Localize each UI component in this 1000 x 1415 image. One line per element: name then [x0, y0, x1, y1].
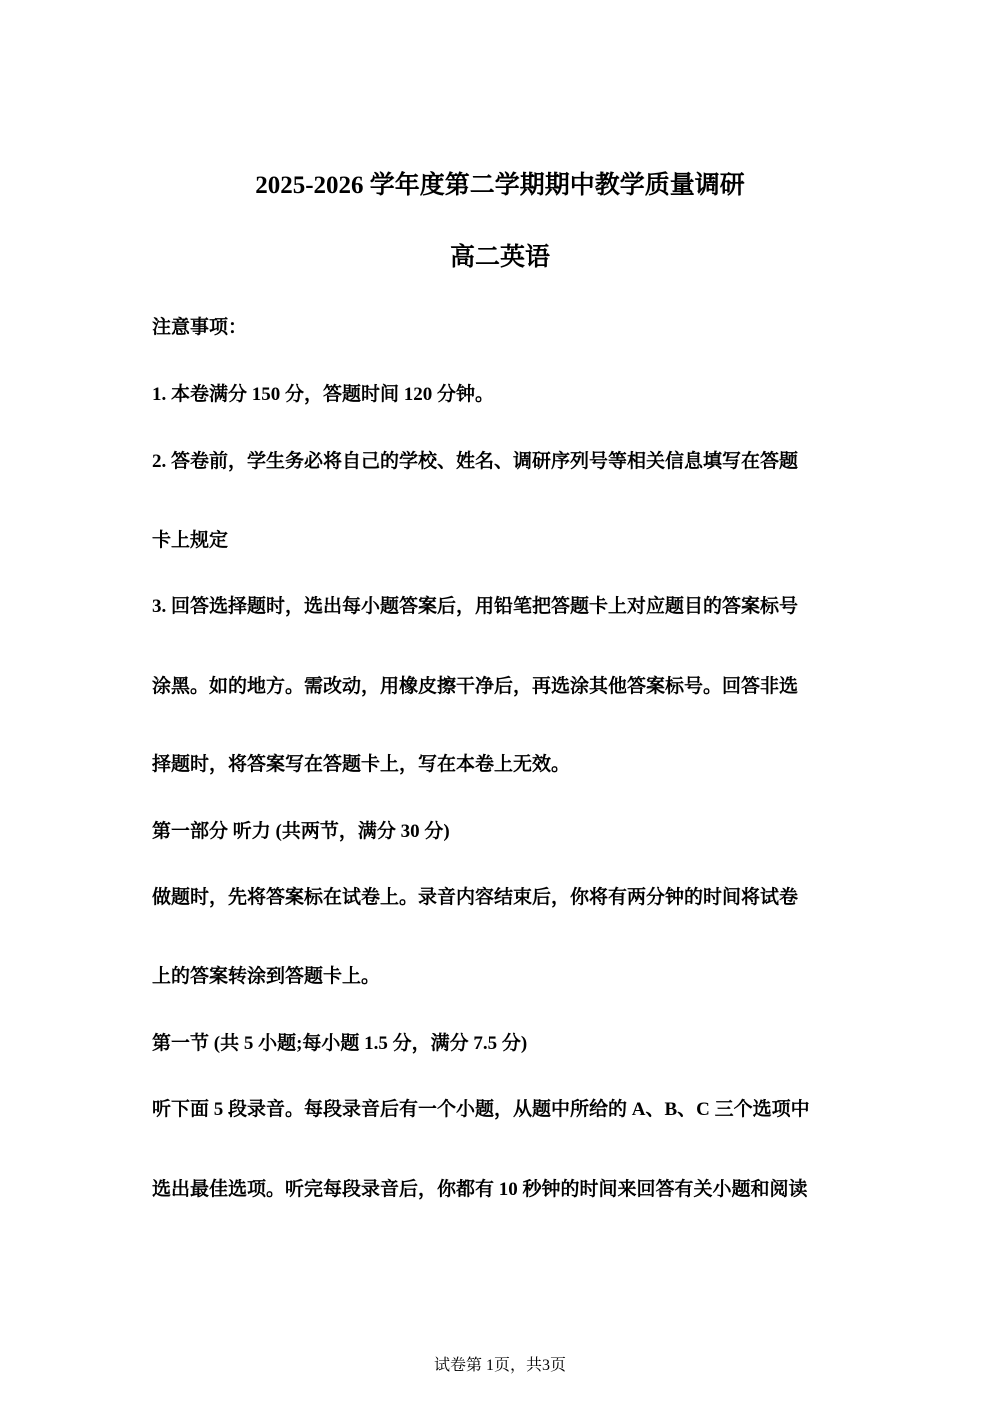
notice-item-3: 3. 回答选择题时，选出每小题答案后，用铅笔把答题卡上对应题目的答案标号 [152, 596, 799, 617]
part-one-instructions-continued: 上的答案转涂到答题卡上。 [152, 966, 381, 987]
notice-item-3-end: 择题时，将答案写在答题卡上，写在本卷上无效。 [152, 754, 571, 775]
section-one-instructions: 听下面 5 段录音。每段录音后有一个小题，从题中所给的 A、B、C 三个选项中 [152, 1099, 810, 1120]
section-one-instructions-continued: 选出最佳选项。听完每段录音后，你都有 10 秒钟的时间来回答有关小题和阅读 [152, 1179, 808, 1200]
section-one-heading: 第一节 (共 5 小题;每小题 1.5 分，满分 7.5 分) [152, 1033, 528, 1054]
part-one-heading: 第一部分 听力 (共两节，满分 30 分) [152, 821, 450, 842]
notice-heading: 注意事项： [152, 317, 248, 338]
document-subtitle: 高二英语 [449, 244, 550, 271]
page-footer: 试卷第 1页，共3页 [433, 1357, 566, 1374]
document-title: 2025-2026 学年度第二学期期中教学质量调研 [255, 172, 745, 199]
part-one-instructions: 做题时，先将答案标在试卷上。录音内容结束后，你将有两分钟的时间将试卷 [152, 887, 799, 908]
notice-item-2: 2. 答卷前，学生务必将自己的学校、姓名、调研序列号等相关信息填写在答题 [152, 451, 799, 472]
notice-item-3-continued: 涂黑。如的地方。需改动，用橡皮擦干净后，再选涂其他答案标号。回答非选 [152, 676, 799, 697]
notice-item-1: 1. 本卷满分 150 分，答题时间 120 分钟。 [152, 384, 495, 405]
notice-item-2-continued: 卡上规定 [152, 530, 229, 551]
